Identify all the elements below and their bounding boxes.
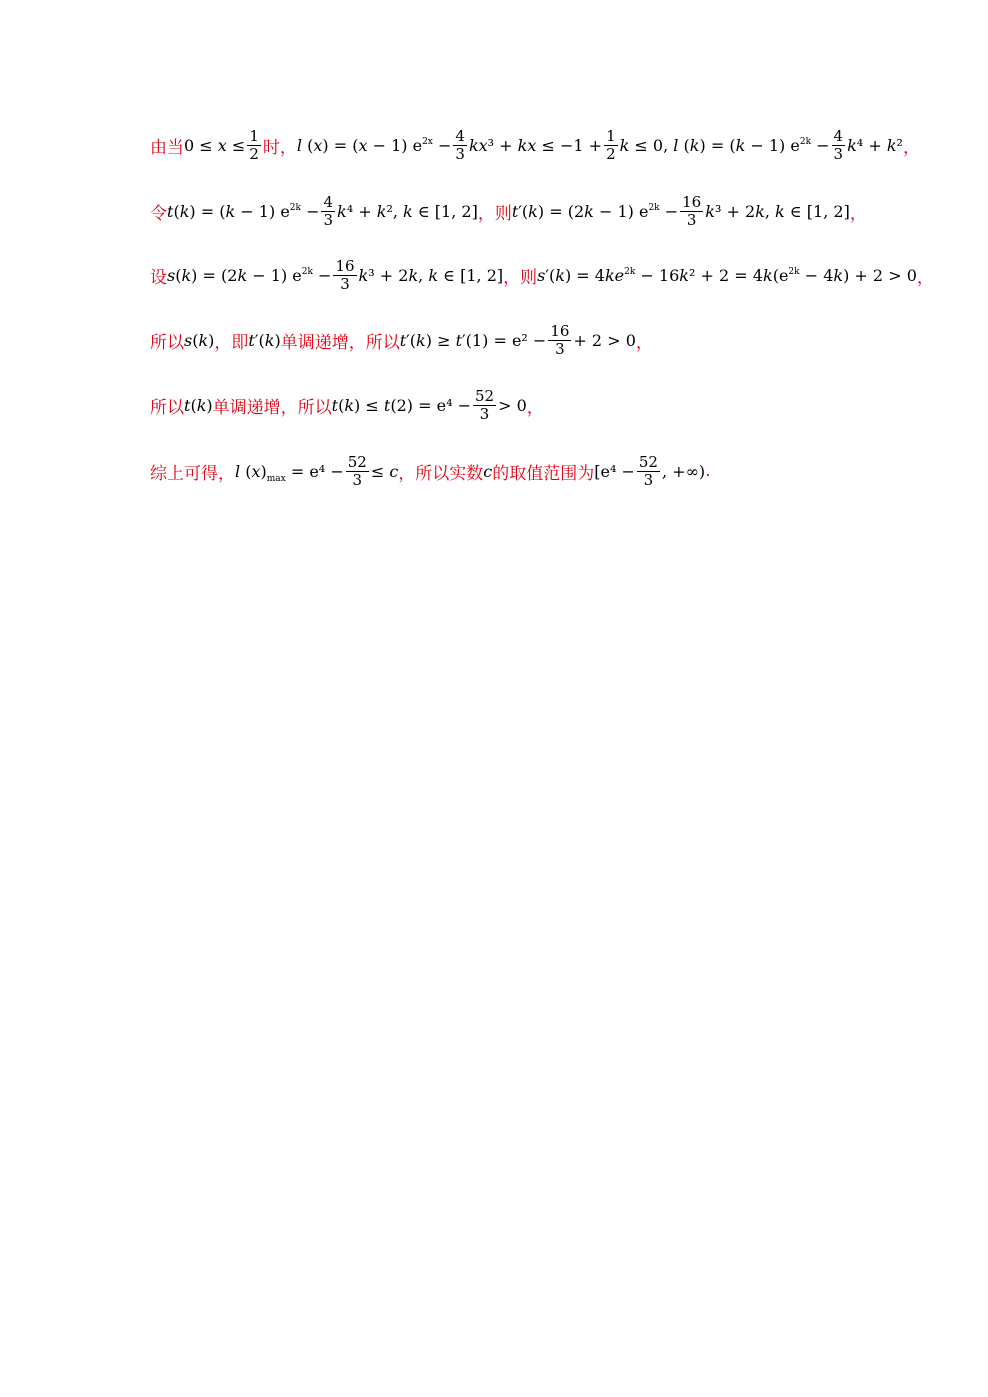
solution-text-segment: ， [902,137,920,158]
fraction-denominator: 3 [352,470,363,489]
fraction-denominator: 3 [455,144,465,163]
fraction [473,388,496,422]
solution-text-segment: 综上可得， [150,463,235,484]
fraction-denominator: 3 [643,470,654,489]
math-expression: t(k) ≤ t(2) = e⁴ − [331,395,471,415]
math-expression: k³ + 2k, k ∈ [1, 2] [705,201,850,221]
fraction-numerator: 16 [682,193,702,211]
fraction [548,323,571,357]
math-expression: l (x) = (x − 1) $e^{2x}$ − [296,135,452,155]
solution-line-4 [150,316,653,364]
fraction-numerator: 52 [347,453,367,471]
math-expression: l $(x)_{max} = e^4$ − [235,461,344,484]
fraction-numerator: 4 [833,127,844,145]
math-expression: t(k) [184,395,213,415]
math-expression: k³ + 2k, k ∈ [1, 2] [358,265,504,285]
solution-text-segment: 令 [150,203,167,224]
solution-text-segment: ，则 [477,203,512,224]
math-expression: ≤ c [370,461,399,481]
math-expression: + 2 > 0 [573,330,636,350]
math-expression: , +∞) [661,461,706,481]
fraction [832,128,846,162]
fraction-denominator: 3 [323,210,334,229]
solution-text-segment: . [705,461,711,481]
fraction [333,258,356,292]
math-expression: t(k) = (k − 1) $e^{2k}$ − [167,201,320,221]
math-expression: s(k) [184,330,215,350]
solution-text-segment: 设 [150,267,167,288]
math-expression: > 0 [498,395,527,415]
fraction [321,194,335,228]
fraction [346,454,369,488]
fraction-numerator: 52 [638,453,658,471]
math-expression: t′(k) ≥ t′(1) = e² − [399,330,547,350]
solution-text-segment: 由当 [150,137,184,158]
math-expression: k⁴ + k² [847,135,903,155]
math-expression: k⁴ + k², k ∈ [1, 2] [337,201,478,221]
solution-text-segment: ， [526,397,544,418]
solution-line-6 [150,447,711,495]
solution-text-segment: ， [635,332,653,353]
solution-text-segment: ，则 [503,267,538,288]
solution-line-2 [150,187,867,235]
fraction-denominator: 3 [833,144,844,163]
solution-text-segment: ，即 [214,332,249,353]
solution-text-segment: ， [849,203,867,224]
fraction [604,128,618,162]
math-expression: t′(k) = (2k − 1) $e^{2k}$ − [511,201,679,221]
fraction-denominator: 3 [555,339,565,358]
solution-text-segment: ， [916,267,934,288]
fraction-numerator: 4 [323,193,334,211]
solution-text-segment: ，所以实数 [398,463,484,484]
fraction [680,194,703,228]
fraction [247,128,261,162]
solution-line-1 [150,121,920,169]
math-expression: kx³ + kx ≤ −1 + [468,135,603,155]
fraction [637,454,660,488]
fraction-denominator: 2 [606,144,616,163]
fraction-denominator: 2 [249,144,259,163]
solution-line-5 [150,381,544,429]
fraction-numerator: 52 [474,387,495,405]
fraction-denominator: 3 [479,404,490,423]
solution-text-segment: 所以 [150,332,184,353]
fraction-numerator: 1 [606,127,616,145]
solution-text-segment: 时， [262,137,297,158]
math-expression: $s'(k) = 4ke^{2k} - 16k^2 + 2 = 4k(e^{2k} - 4k) + 2 > 0$ [537,265,917,285]
fraction-denominator: 3 [340,274,350,293]
math-expression: 0 ≤ x ≤ [184,135,246,155]
fraction-denominator: 3 [686,210,697,229]
math-expression: [e⁴ − [594,461,635,481]
math-expression: s(k) = (2k − 1) $e^{2k}$ − [167,265,332,285]
solution-text-segment: 单调递增，所以 [280,332,400,353]
solution-text-segment: 单调递增，所以 [212,397,332,418]
fraction [453,128,467,162]
fraction-numerator: 1 [249,127,259,145]
solution-line-3 [150,251,934,299]
solution-text-segment: 的取值范围为 [492,463,595,484]
math-expression: t′(k) [248,330,281,350]
solution-text-segment: 所以 [150,397,184,418]
math-expression: k ≤ 0, l (k) = (k − 1) $e^{2k}$ − [619,135,830,155]
fraction-numerator: 16 [335,257,355,275]
fraction-numerator: 16 [550,322,570,340]
math-expression: c [483,461,493,481]
fraction-numerator: 4 [455,127,465,145]
